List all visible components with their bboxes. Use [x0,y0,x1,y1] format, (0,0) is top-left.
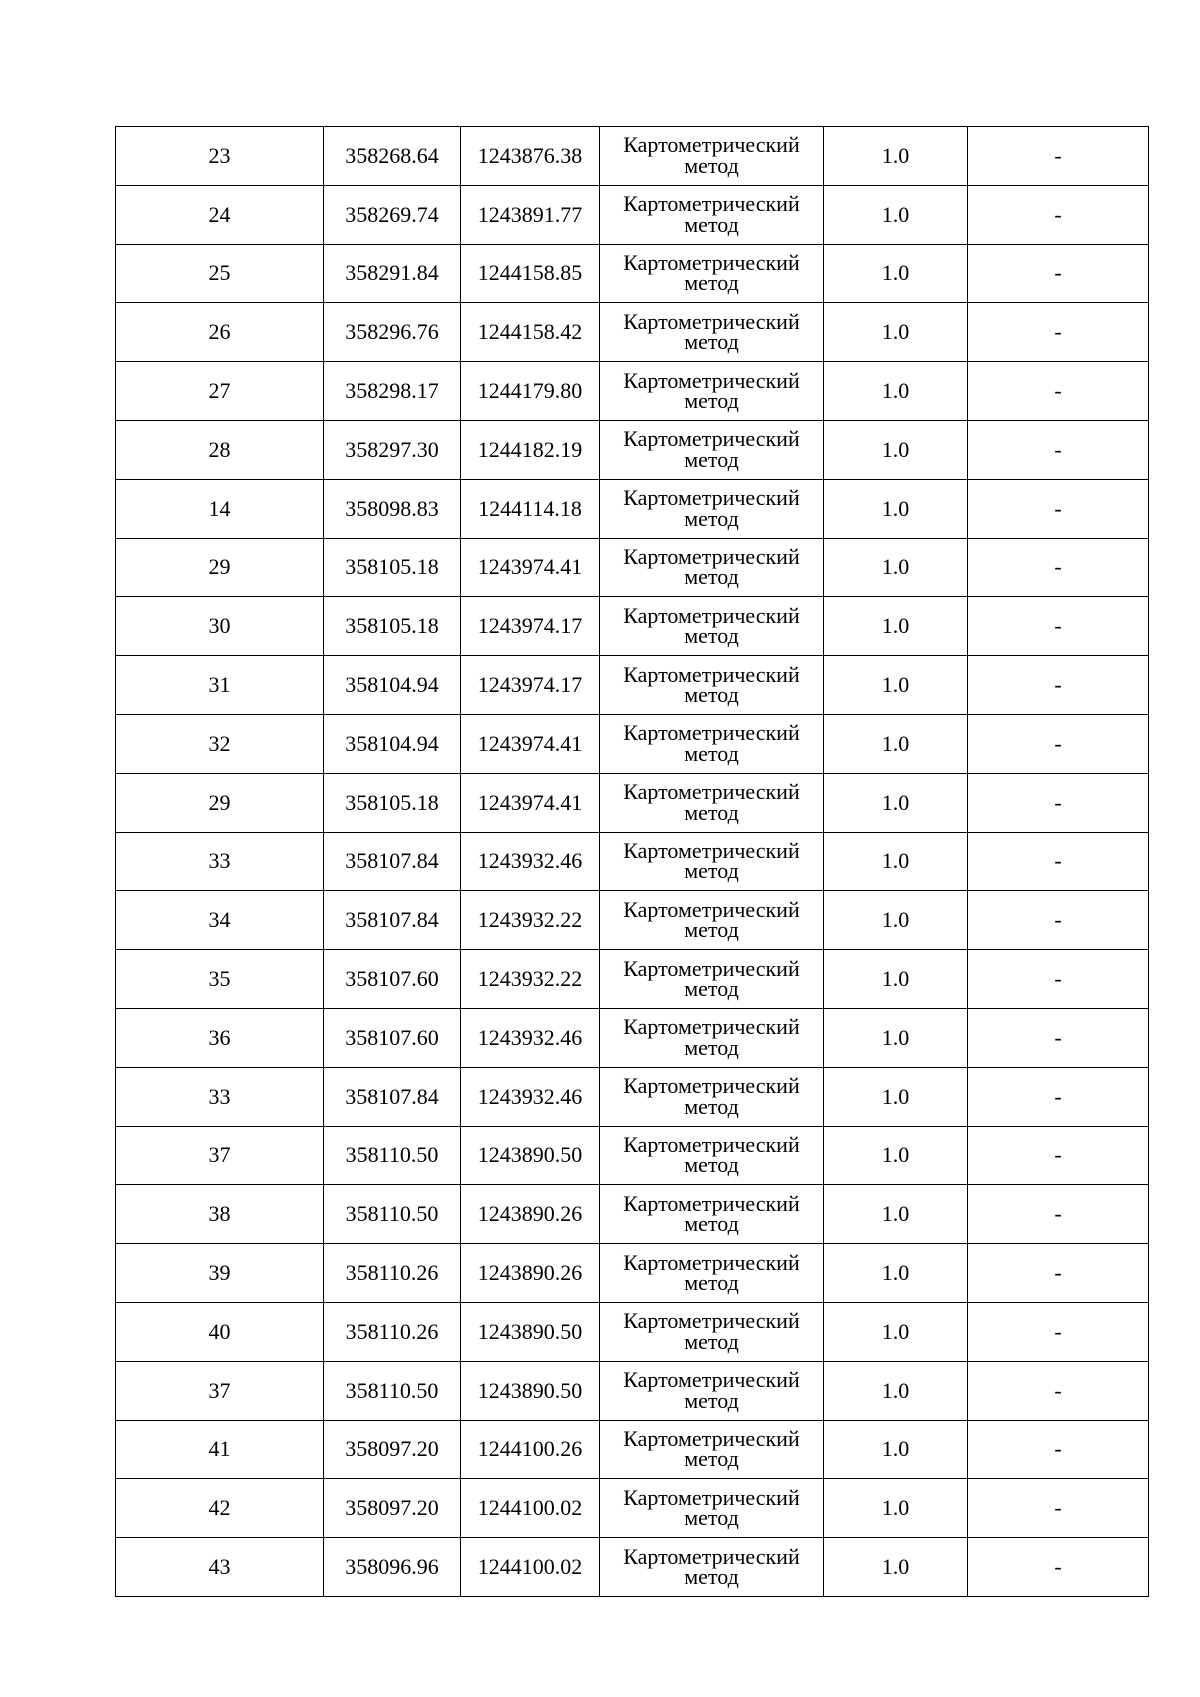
point-number-cell: 30 [116,597,324,656]
x-coordinate-cell: 358291.84 [324,244,461,303]
accuracy-cell: 1.0 [824,950,968,1009]
y-coordinate-cell: 1243974.41 [461,773,600,832]
accuracy-cell: 1.0 [824,479,968,538]
note-cell: - [968,1302,1149,1361]
x-coordinate-cell: 358105.18 [324,538,461,597]
accuracy-cell: 1.0 [824,597,968,656]
method-label-line1: Картометрический [623,779,800,805]
note-cell: - [968,127,1149,186]
point-number-cell: 37 [116,1361,324,1420]
y-coordinate-cell: 1243932.46 [461,1008,600,1067]
method-label-line1: Картометрический [623,308,800,334]
note-cell: - [968,1008,1149,1067]
method-cell [600,1126,824,1185]
point-number-cell: 27 [116,362,324,421]
note-cell: - [968,1420,1149,1479]
y-coordinate-cell: 1244114.18 [461,479,600,538]
method-label-line2: метод [684,446,739,472]
x-coordinate-cell: 358110.26 [324,1244,461,1303]
table-row [116,1302,1149,1361]
y-coordinate-cell: 1243932.46 [461,1067,600,1126]
table-row [116,714,1149,773]
method-cell [600,597,824,656]
y-coordinate-cell: 1244158.42 [461,303,600,362]
method-label-line1: Картометрический [623,1249,800,1275]
method-label-line2: метод [684,505,739,531]
table-row [116,832,1149,891]
method-label-line2: метод [684,388,739,414]
y-coordinate-cell: 1243932.46 [461,832,600,891]
x-coordinate-cell: 358105.18 [324,773,461,832]
table-row [116,538,1149,597]
table-row [116,597,1149,656]
method-label-line2: метод [684,1093,739,1119]
point-number-cell: 34 [116,891,324,950]
x-coordinate-cell: 358107.60 [324,1008,461,1067]
x-coordinate-cell: 358110.26 [324,1302,461,1361]
accuracy-cell: 1.0 [824,1420,968,1479]
method-cell [600,714,824,773]
method-cell [600,185,824,244]
table-row [116,362,1149,421]
method-cell [600,1420,824,1479]
method-label-line2: метод [684,1211,739,1237]
method-label-line2: метод [684,564,739,590]
method-cell [600,1479,824,1538]
method-cell [600,244,824,303]
accuracy-cell: 1.0 [824,538,968,597]
table-row [116,1126,1149,1185]
x-coordinate-cell: 358104.94 [324,714,461,773]
point-number-cell: 28 [116,420,324,479]
table-row [116,773,1149,832]
x-coordinate-cell: 358298.17 [324,362,461,421]
method-label-line1: Картометрический [623,838,800,863]
coordinates-table-body [116,127,1149,1597]
x-coordinate-cell: 358097.20 [324,1420,461,1479]
table-row [116,1067,1149,1126]
table-row [116,1185,1149,1244]
method-label-line1: Картометрический [623,720,800,746]
point-number-cell: 33 [116,832,324,891]
method-cell [600,1067,824,1126]
method-label-line2: метод [684,976,739,1002]
method-label-line1: Картометрический [623,1484,800,1510]
y-coordinate-cell: 1243974.41 [461,714,600,773]
note-cell: - [968,538,1149,597]
table-row [116,1244,1149,1303]
method-label-line1: Картометрический [623,132,800,158]
method-label-line2: метод [684,1152,739,1178]
y-coordinate-cell: 1243891.77 [461,185,600,244]
table-row [116,656,1149,715]
method-label-line2: метод [684,1270,739,1296]
x-coordinate-cell: 358297.30 [324,420,461,479]
point-number-cell: 24 [116,185,324,244]
accuracy-cell: 1.0 [824,127,968,186]
method-label-line2: метод [684,1034,739,1060]
table-row [116,1361,1149,1420]
method-label-line1: Картометрический [623,602,800,628]
note-cell: - [968,891,1149,950]
table-row [116,1479,1149,1538]
note-cell: - [968,656,1149,715]
note-cell: - [968,1185,1149,1244]
x-coordinate-cell: 358296.76 [324,303,461,362]
method-label-line1: Картометрический [623,1014,800,1040]
table-row [116,1420,1149,1479]
method-label-line2: метод [684,799,739,825]
point-number-cell: 42 [116,1479,324,1538]
accuracy-cell: 1.0 [824,244,968,303]
point-number-cell: 29 [116,538,324,597]
point-number-cell: 25 [116,244,324,303]
y-coordinate-cell: 1243974.17 [461,656,600,715]
method-label-line1: Картометрический [623,191,800,217]
accuracy-cell: 1.0 [824,1185,968,1244]
method-label-line1: Картометрический [623,250,800,276]
method-label-line1: Картометрический [623,955,800,981]
method-cell [600,656,824,715]
point-number-cell: 38 [116,1185,324,1244]
method-cell [600,1008,824,1067]
method-label-line1: Картометрический [623,896,800,922]
x-coordinate-cell: 358098.83 [324,479,461,538]
x-coordinate-cell: 358110.50 [324,1185,461,1244]
method-label-line2: метод [684,623,739,649]
y-coordinate-cell: 1244179.80 [461,362,600,421]
accuracy-cell: 1.0 [824,891,968,950]
note-cell: - [968,950,1149,1009]
method-label-line1: Картометрический [623,1131,800,1157]
method-cell [600,420,824,479]
note-cell: - [968,479,1149,538]
y-coordinate-cell: 1244100.26 [461,1420,600,1479]
y-coordinate-cell: 1244182.19 [461,420,600,479]
y-coordinate-cell: 1243890.26 [461,1185,600,1244]
x-coordinate-cell: 358097.20 [324,1479,461,1538]
method-label-line2: метод [684,740,739,766]
method-label-line2: метод [684,1505,739,1531]
method-label-line2: метод [684,1387,739,1413]
point-number-cell: 43 [116,1538,324,1597]
point-number-cell: 33 [116,1067,324,1126]
method-label-line2: метод [684,270,739,296]
note-cell: - [968,714,1149,773]
point-number-cell: 29 [116,773,324,832]
method-cell [600,1185,824,1244]
y-coordinate-cell: 1243890.50 [461,1361,600,1420]
method-label-line2: метод [684,1446,739,1472]
accuracy-cell: 1.0 [824,1361,968,1420]
note-cell: - [968,1479,1149,1538]
accuracy-cell: 1.0 [824,303,968,362]
method-cell [600,891,824,950]
note-cell: - [968,362,1149,421]
y-coordinate-cell: 1243876.38 [461,127,600,186]
x-coordinate-cell: 358107.60 [324,950,461,1009]
note-cell: - [968,420,1149,479]
accuracy-cell: 1.0 [824,1302,968,1361]
accuracy-cell: 1.0 [824,656,968,715]
table-row [116,420,1149,479]
table-row [116,950,1149,1009]
x-coordinate-cell: 358107.84 [324,891,461,950]
y-coordinate-cell: 1243974.41 [461,538,600,597]
point-number-cell: 36 [116,1008,324,1067]
method-cell [600,1302,824,1361]
accuracy-cell: 1.0 [824,714,968,773]
coordinates-table [115,126,1149,1597]
method-cell [600,538,824,597]
method-label-line1: Картометрический [623,1543,800,1569]
point-number-cell: 32 [116,714,324,773]
table-row [116,479,1149,538]
y-coordinate-cell: 1244100.02 [461,1479,600,1538]
method-cell [600,479,824,538]
note-cell: - [968,1126,1149,1185]
note-cell: - [968,597,1149,656]
method-label-line1: Картометрический [623,485,800,511]
note-cell: - [968,1067,1149,1126]
method-cell [600,1244,824,1303]
method-cell [600,773,824,832]
y-coordinate-cell: 1243932.22 [461,950,600,1009]
x-coordinate-cell: 358110.50 [324,1126,461,1185]
method-cell [600,127,824,186]
method-label-line2: метод [684,1328,739,1354]
method-label-line2: метод [684,152,739,178]
accuracy-cell: 1.0 [824,420,968,479]
method-label-line1: Картометрический [623,1308,800,1334]
x-coordinate-cell: 358104.94 [324,656,461,715]
point-number-cell: 23 [116,127,324,186]
table-row [116,185,1149,244]
note-cell: - [968,185,1149,244]
method-cell [600,303,824,362]
method-label-line1: Картометрический [623,367,800,393]
point-number-cell: 39 [116,1244,324,1303]
method-label-line2: метод [684,858,739,884]
method-label-line2: метод [684,329,739,355]
x-coordinate-cell: 358110.50 [324,1361,461,1420]
method-label-line1: Картометрический [623,1073,800,1099]
x-coordinate-cell: 358268.64 [324,127,461,186]
note-cell: - [968,244,1149,303]
y-coordinate-cell: 1244100.02 [461,1538,600,1597]
accuracy-cell: 1.0 [824,773,968,832]
x-coordinate-cell: 358107.84 [324,832,461,891]
method-cell [600,1361,824,1420]
accuracy-cell: 1.0 [824,832,968,891]
y-coordinate-cell: 1243890.50 [461,1126,600,1185]
point-number-cell: 14 [116,479,324,538]
point-number-cell: 35 [116,950,324,1009]
point-number-cell: 40 [116,1302,324,1361]
point-number-cell: 37 [116,1126,324,1185]
method-label-line2: метод [684,917,739,943]
method-cell [600,950,824,1009]
y-coordinate-cell: 1243890.50 [461,1302,600,1361]
method-label-line2: метод [684,682,739,708]
method-label-line1: Картометрический [623,544,800,570]
note-cell: - [968,1538,1149,1597]
accuracy-cell: 1.0 [824,1479,968,1538]
table-row [116,303,1149,362]
method-label-line1: Картометрический [623,1190,800,1216]
y-coordinate-cell: 1243932.22 [461,891,600,950]
point-number-cell: 41 [116,1420,324,1479]
table-row [116,1008,1149,1067]
table-row [116,1538,1149,1597]
method-cell [600,1538,824,1597]
y-coordinate-cell: 1244158.85 [461,244,600,303]
x-coordinate-cell: 358105.18 [324,597,461,656]
note-cell: - [968,832,1149,891]
method-label-line2: метод [684,211,739,237]
accuracy-cell: 1.0 [824,185,968,244]
x-coordinate-cell: 358107.84 [324,1067,461,1126]
x-coordinate-cell: 358096.96 [324,1538,461,1597]
table-row [116,244,1149,303]
note-cell: - [968,303,1149,362]
method-label-line1: Картометрический [623,1425,800,1451]
note-cell: - [968,1361,1149,1420]
accuracy-cell: 1.0 [824,1244,968,1303]
point-number-cell: 26 [116,303,324,362]
accuracy-cell: 1.0 [824,1126,968,1185]
table-row [116,891,1149,950]
method-cell [600,832,824,891]
method-label-line2: метод [684,1564,739,1590]
x-coordinate-cell: 358269.74 [324,185,461,244]
accuracy-cell: 1.0 [824,1067,968,1126]
accuracy-cell: 1.0 [824,362,968,421]
y-coordinate-cell: 1243974.17 [461,597,600,656]
note-cell: - [968,1244,1149,1303]
table-row [116,127,1149,186]
method-label-line1: Картометрический [623,426,800,452]
accuracy-cell: 1.0 [824,1008,968,1067]
method-cell [600,362,824,421]
method-label-line1: Картометрический [623,661,800,687]
point-number-cell: 31 [116,656,324,715]
method-label-line1: Картометрический [623,1367,800,1393]
y-coordinate-cell: 1243890.26 [461,1244,600,1303]
note-cell: - [968,773,1149,832]
accuracy-cell: 1.0 [824,1538,968,1597]
